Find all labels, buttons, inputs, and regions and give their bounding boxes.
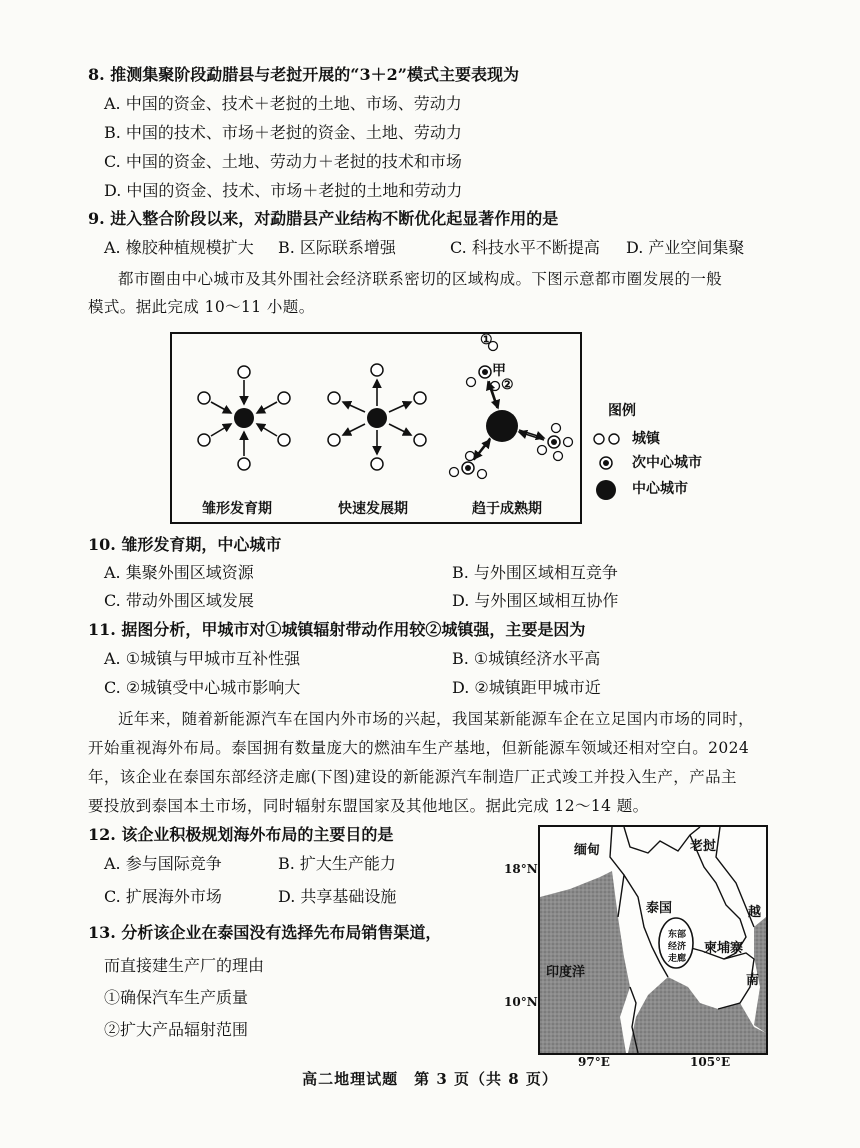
q12-option-a: A. 参与国际竞争 (104, 854, 222, 873)
q8-option-b: B. 中国的技术、市场＋老挝的资金、土地、劳动力 (104, 123, 462, 142)
metro-area-diagram (170, 332, 582, 524)
stage1-center-city (234, 408, 254, 428)
q10-option-d: D. 与外围区域相互协作 (452, 591, 619, 610)
q9-option-d: D. 产业空间集聚 (626, 238, 745, 257)
q11-option-d: D. ②城镇距甲城市近 (452, 678, 601, 697)
marker-jia-label: 甲 (492, 363, 506, 379)
q13-item-2: ②扩大产品辐射范围 (104, 1020, 249, 1039)
stage3-center-city (486, 410, 518, 442)
lon-105e-label: 105°E (690, 1055, 731, 1069)
sub-center-symbol-icon (592, 454, 628, 472)
q10-option-b: B. 与外围区域相互竞争 (452, 563, 618, 582)
intro2-line3: 年，该企业在泰国东部经济走廊(下图)建设的新能源汽车制造厂正式竣工并投入生产，产品主 (88, 768, 737, 786)
page-footer: 高二地理试题 第 3 页（共 8 页） (302, 1070, 558, 1088)
q13-stem: 13. 分析该企业在泰国没有选择先布局销售渠道， (88, 923, 442, 942)
map-label-vietnam-2: 南 (746, 973, 760, 988)
q9-option-a: A. 橡胶种植规模扩大 (104, 238, 254, 257)
stage1-label: 雏形发育期 (202, 501, 272, 517)
q10-stem: 10. 雏形发育期，中心城市 (88, 535, 282, 554)
map-label-thailand: 泰国 (646, 901, 673, 916)
map-label-eec-2: 经济 (668, 942, 687, 952)
marker-1-label: ① (480, 332, 493, 348)
legend-town-label: 城镇 (632, 431, 660, 447)
q10-option-a: A. 集聚外围区域资源 (104, 563, 254, 582)
q12-option-d: D. 共享基础设施 (278, 887, 397, 906)
diagram-legend (592, 400, 732, 510)
legend-sub-center-label: 次中心城市 (632, 455, 702, 471)
stage2-center-city (367, 408, 387, 428)
q9-stem: 9. 进入整合阶段以来，对勐腊县产业结构不断优化起显著作用的是 (88, 209, 559, 228)
q11-option-b: B. ①城镇经济水平高 (452, 649, 601, 668)
intro1-line1: 都市圈由中心城市及其外围社会经济联系密切的区域构成。下图示意都市圈发展的一般 (118, 270, 723, 288)
map-label-laos: 老挝 (690, 839, 717, 854)
map-label-cambodia: 柬埔寨 (704, 941, 744, 956)
map-label-eec-3: 走廊 (668, 954, 687, 964)
stage3-label: 趋于成熟期 (472, 501, 542, 517)
q9-option-b: B. 区际联系增强 (278, 238, 396, 257)
q8-option-c: C. 中国的资金、土地、劳动力＋老挝的技术和市场 (104, 152, 462, 171)
intro2-line4: 要投放到泰国本土市场，同时辐射东盟国家及其他地区。据此完成 12～14 题。 (88, 797, 649, 815)
q9-option-c: C. 科技水平不断提高 (450, 238, 600, 257)
intro2-line2: 开始重视海外布局。泰国拥有数量庞大的燃油车生产基地，但新能源车领域还相对空白。2024 (88, 739, 750, 757)
q11-stem: 11. 据图分析，甲城市对①城镇辐射带动作用较②城镇强，主要是因为 (88, 620, 586, 639)
stage1-group (198, 366, 290, 470)
stage2-label: 快速发展期 (338, 501, 408, 517)
legend-center-label: 中心城市 (632, 481, 688, 497)
stage3-group (450, 342, 573, 479)
q8-option-d: D. 中国的资金、技术、市场＋老挝的土地和劳动力 (104, 181, 463, 200)
map-label-eec-1: 东部 (668, 930, 687, 940)
legend-title: 图例 (608, 403, 636, 419)
town-symbol-icon (592, 430, 628, 448)
q11-option-c: C. ②城镇受中心城市影响大 (104, 678, 301, 697)
q8-stem: 8. 推测集聚阶段勐腊县与老挝开展的“3＋2”模式主要表现为 (88, 65, 519, 84)
lon-97e-label: 97°E (578, 1055, 610, 1069)
map-label-indian-ocean: 印度洋 (546, 965, 586, 980)
marker-2-label: ② (501, 377, 514, 393)
gulf-of-thailand-area (628, 977, 766, 1053)
legend-item-center (592, 478, 732, 500)
q13-item-1: ①确保汽车生产质量 (104, 988, 249, 1007)
lat-18n-label: 18°N (504, 862, 538, 876)
intro1-line2: 模式。据此完成 10～11 小题。 (88, 298, 315, 316)
metro-diagram-svg (172, 334, 580, 522)
q13-stem-continued: 而直接建生产厂的理由 (104, 956, 265, 975)
q8-option-a: A. 中国的资金、技术＋老挝的土地、市场、劳动力 (104, 94, 462, 113)
legend-item-sub-center (592, 452, 732, 474)
q12-stem: 12. 该企业积极规划海外布局的主要目的是 (88, 825, 394, 844)
intro2-line1: 近年来，随着新能源汽车在国内外市场的兴起，我国某新能源车企在立足国内市场的同时， (118, 710, 755, 728)
q11-option-a: A. ①城镇与甲城市互补性强 (104, 649, 301, 668)
q12-option-b: B. 扩大生产能力 (278, 854, 396, 873)
lat-10n-label: 10°N (504, 995, 538, 1009)
stage2-group (328, 364, 426, 470)
q12-option-c: C. 扩展海外市场 (104, 887, 222, 906)
thailand-map (538, 825, 768, 1055)
map-label-vietnam-1: 越 (748, 905, 762, 920)
map-label-myanmar: 缅甸 (574, 843, 601, 858)
q10-option-c: C. 带动外围区域发展 (104, 591, 254, 610)
center-city-symbol-icon (592, 480, 628, 502)
legend-item-town (592, 428, 732, 450)
